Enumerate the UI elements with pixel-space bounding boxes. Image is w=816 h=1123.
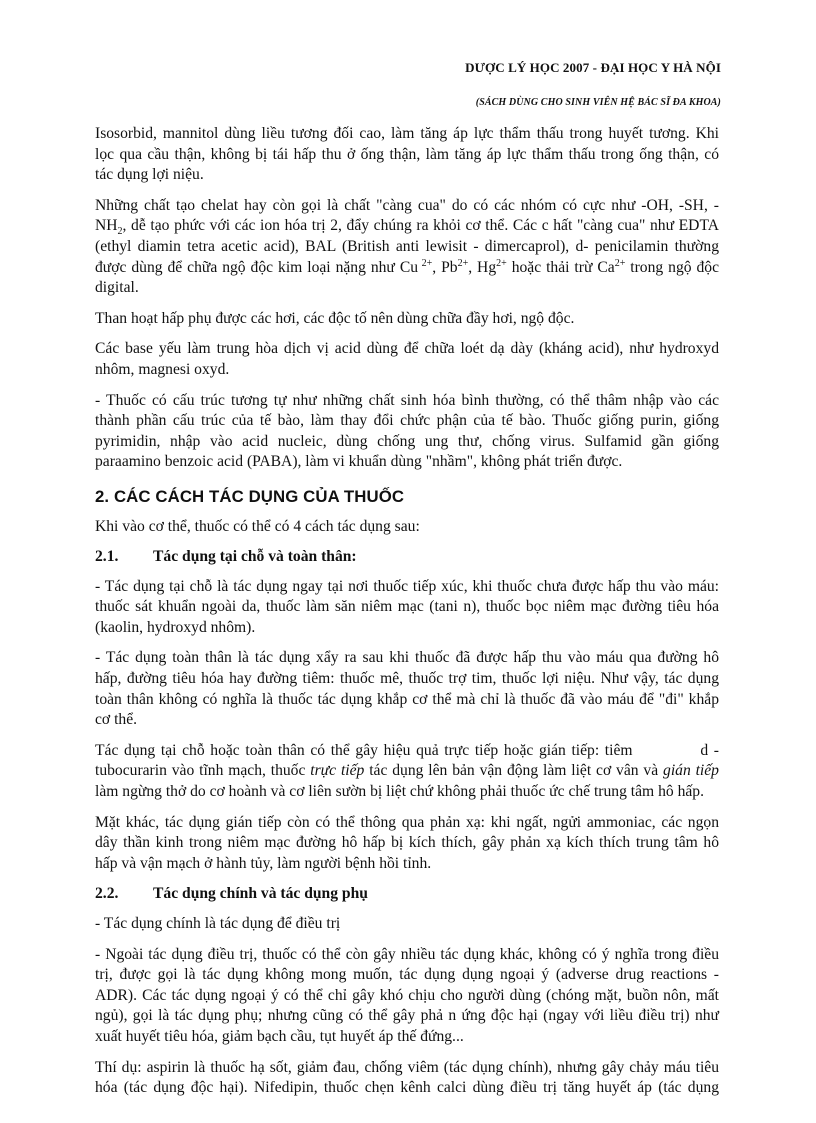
text-line: hóa (tác dụng độc hại). Nifedipin, thuốc chẹn kênh calci dùng điều trị tăng huyết áp (tác dụng xyxy=(95,1079,719,1097)
text-line: - Tác dụng toàn thân là tác dụng xẩy ra sau khi thuốc đã được hấp thu vào máu qua đường hô xyxy=(95,649,719,667)
superscript: 2+ xyxy=(614,257,626,269)
text-line: cơ thể. xyxy=(95,711,138,729)
superscript: 2+ xyxy=(418,257,433,269)
text-line: lọc qua cầu thận, không bị tái hấp thu ở ống thận, làm tăng áp lực thẩm thấu trong ống thận, có xyxy=(95,145,719,163)
subsection-heading-2-2 xyxy=(95,884,719,905)
paragraph-example xyxy=(95,1058,719,1099)
text-line: hấp và vận mạch ở hành tủy, làm người bệnh hồi tỉnh. xyxy=(95,854,432,872)
paragraph-main-action xyxy=(95,914,719,935)
paragraph-osmotic-diuretics xyxy=(95,124,719,186)
text-line: Khi vào cơ thể, thuốc có thể có 4 cách tác dụng sau: xyxy=(95,517,420,535)
text-line: (ethyl diamin tetra acetic acid), BAL (British anti lewisit - dimercaprol), d- penicilamin thường xyxy=(95,237,719,255)
subsection-title: Tác dụng tại chỗ và toàn thân: xyxy=(153,548,357,566)
italic-term: trực tiếp xyxy=(310,762,365,780)
paragraph-local-action xyxy=(95,577,719,639)
text-line: digital. xyxy=(95,279,139,297)
text-run: , Pb xyxy=(432,258,458,276)
text-line: Tác dụng tại chỗ hoặc toàn thân có thể gây hiệu quả trực tiếp hoặc gián tiếp: tiêm d - xyxy=(95,741,719,759)
text-run: được dùng để chữa ngộ độc kim loại nặng như Cu xyxy=(95,258,419,276)
text-line xyxy=(95,258,719,279)
text-line: ADR). Các tác dụng ngoại ý có thể chỉ gây khó chịu cho người dùng (chóng mặt, buồn nôn, mất xyxy=(95,986,719,1004)
text-line: làm ngừng thở do cơ hoành và cơ liên sườn bị liệt chứ không phải thuốc ức chế trung tâm hô hấp. xyxy=(95,783,704,801)
text-line: dây thần kinh trong niêm mạc đường hô hấp bị kích thích, gây phản xạ kích thích trung tâm hô xyxy=(95,834,719,852)
superscript: 2+ xyxy=(496,257,507,269)
paragraph-chelating-agents xyxy=(95,196,719,299)
text-line xyxy=(95,216,719,237)
body-text xyxy=(95,124,719,1109)
text-line: trị, được gọi là tác dụng không mong muốn, tác dụng dụng ngoại ý (adverse drug reactions - xyxy=(95,966,719,984)
text-line xyxy=(95,761,719,782)
text-line: xuất huyết tiêu hóa, giảm bạch cầu, tụt huyết áp thế đứng... xyxy=(95,1027,464,1045)
paragraph-side-effects xyxy=(95,945,719,1048)
text-run: tác dụng lên bản vận động làm liệt cơ vân và xyxy=(364,762,664,780)
subsection-number: 2.2. xyxy=(95,885,119,903)
text-line: nhôm, magnesi oxyd. xyxy=(95,360,230,378)
paragraph-activated-charcoal xyxy=(95,309,719,330)
text-run: , dễ tạo phức với các ion hóa trị 2, đẩy chúng ra khỏi cơ thể. Các c hất "càng cua" như EDTA xyxy=(122,217,719,235)
subsection-heading-2-1 xyxy=(95,547,719,568)
subscript: 2 xyxy=(117,226,123,238)
paragraph-antimetabolites xyxy=(95,391,719,473)
text-line: ngủ), gọi là tác dụng phụ; nhưng cũng có thể gây phả n ứng độc hại (ngay với liều điều trị) như xyxy=(95,1007,719,1025)
text-line: - Tác dụng chính là tác dụng để điều trị xyxy=(95,915,341,932)
text-run: hoặc thải trừ Ca xyxy=(506,258,615,276)
running-header-title: DƯỢC LÝ HỌC 2007 - ĐẠI HỌC Y HÀ NỘI xyxy=(465,60,721,75)
text-line: - Thuốc có cấu trúc tương tự như những chất sinh hóa bình thường, có thể thâm nhập vào các xyxy=(95,391,719,409)
text-line: hấp, đường tiêu hóa hay đường tiêm: thuốc mê, thuốc trợ tim, thuốc lợi niệu. Như vậy, tác dụng xyxy=(95,670,719,688)
text-line: thuốc sát khuẩn ngoài da, thuốc làm săn niêm mạc (tani n), thuốc bọc niêm mạc đường tiêu hóa xyxy=(95,598,719,616)
text-run: NH xyxy=(95,217,118,235)
italic-term: gián tiếp xyxy=(663,762,719,780)
text-run: trong ngộ độc xyxy=(625,258,720,276)
text-line: Mặt khác, tác dụng gián tiếp còn có thể thông qua phản xạ: khi ngất, ngửi ammoniac, các ngọn xyxy=(95,813,719,831)
text-line: Than hoạt hấp phụ được các hơi, các độc tố nên dùng chữa đầy hơi, ngộ độc. xyxy=(95,309,575,327)
text-line: toàn thân không có nghĩa là thuốc tác dụng khắp cơ thể mà chỉ là thuốc đã vào máu để "đi" khắp xyxy=(95,690,719,708)
text-line: paraamino benzoic acid (PABA), làm vi khuẩn dùng "nhầm", không phát triển được. xyxy=(95,453,623,471)
text-line: - Tác dụng tại chỗ là tác dụng ngay tại nơi thuốc tiếp xúc, khi thuốc chưa được hấp thu vào máu: xyxy=(95,577,719,595)
subsection-title: Tác dụng chính và tác dụng phụ xyxy=(153,885,368,903)
paragraph-direct-indirect xyxy=(95,741,719,803)
paragraph-intro xyxy=(95,517,719,538)
subsection-number: 2.1. xyxy=(95,548,119,566)
text-line: Những chất tạo chelat hay còn gọi là chất "càng cua" do có các nhóm có cực như -OH, -SH, - xyxy=(95,196,719,214)
text-run: , Hg xyxy=(468,258,497,276)
text-line: - Ngoài tác dụng điều trị, thuốc có thể còn gây nhiều tác dụng khác, không có ý nghĩa trong điều xyxy=(95,945,719,963)
text-run: tubocurarin vào tĩnh mạch, thuốc xyxy=(95,762,311,780)
text-line: tác dụng lợi niệu. xyxy=(95,166,204,184)
paragraph-reflex xyxy=(95,813,719,875)
text-line: thành phần cấu trúc của tế bào, làm thay đổi chức phận của tế bào. Thuốc giống purin, giống xyxy=(95,412,719,430)
section-heading: 2. CÁC CÁCH TÁC DỤNG CỦA THUỐC xyxy=(95,486,405,506)
paragraph-antacids xyxy=(95,339,719,380)
superscript: 2+ xyxy=(457,257,469,269)
text-line: pyrimidin, nhập vào acid nucleic, dùng chống ung thư, chống virus. Sulfamid gần giống xyxy=(95,432,719,450)
text-line: Các base yếu làm trung hòa dịch vị acid dùng để chữa loét dạ dày (kháng acid), như hydroxyd xyxy=(95,340,719,358)
paragraph-systemic-action xyxy=(95,648,719,730)
text-line: (kaolin, hydroxyd nhôm). xyxy=(95,618,256,636)
text-line: Thí dụ: aspirin là thuốc hạ sốt, giảm đau, chống viêm (tác dụng chính), nhưng gây chảy máu tiêu xyxy=(95,1058,719,1076)
running-header-subtitle: (SÁCH DÙNG CHO SINH VIÊN HỆ BÁC SĨ ĐA KHOA) xyxy=(475,97,721,108)
text-line: Isosorbid, mannitol dùng liều tương đối cao, làm tăng áp lực thẩm thấu trong huyết tương. Khi xyxy=(95,125,719,142)
